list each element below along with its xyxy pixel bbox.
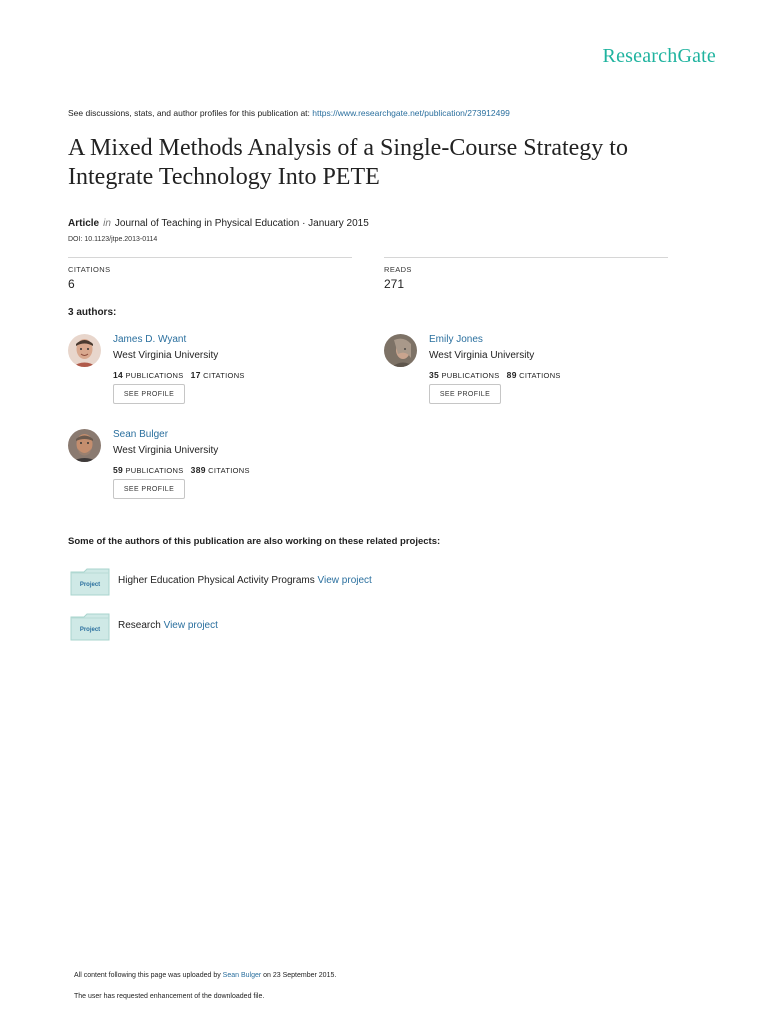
author-counts — [429, 370, 561, 380]
avatar[interactable] — [68, 334, 101, 367]
citation-count: 89 — [506, 370, 517, 380]
project-item — [70, 613, 570, 641]
discussion-line — [68, 108, 510, 118]
author-card — [68, 429, 328, 509]
upload-note-suffix: on 23 September 2015. — [261, 972, 337, 979]
project-folder-icon — [70, 568, 110, 596]
publication-link[interactable]: https://www.researchgate.net/publication/273912499 — [312, 108, 510, 118]
publication-count: 35 — [429, 370, 440, 380]
project-folder-icon — [70, 613, 110, 641]
see-profile-button[interactable]: SEE PROFILE — [113, 479, 185, 499]
publication-meta — [68, 218, 369, 229]
author-institution: West Virginia University — [113, 350, 219, 361]
author-counts — [113, 370, 245, 380]
see-profile-button[interactable]: SEE PROFILE — [113, 384, 185, 404]
reads-label: READS — [384, 265, 412, 274]
citations-value: 6 — [68, 277, 75, 291]
doi: DOI: 10.1123/jtpe.2013-0114 — [68, 236, 158, 243]
reads-value: 271 — [384, 277, 405, 291]
author-card — [68, 334, 328, 414]
journal-info: Journal of Teaching in Physical Education · January 2015 — [114, 218, 369, 229]
divider-citations — [68, 257, 352, 258]
publication-count: 59 — [113, 465, 124, 475]
citation-count: 17 — [190, 370, 201, 380]
publication-label: PUBLICATIONS — [441, 371, 500, 380]
citation-count: 389 — [190, 465, 206, 475]
authors-heading: 3 authors: — [68, 307, 117, 318]
divider-reads — [384, 257, 668, 258]
avatar[interactable] — [384, 334, 417, 367]
avatar[interactable] — [68, 429, 101, 462]
upload-note — [74, 972, 336, 979]
publication-label: PUBLICATIONS — [125, 466, 184, 475]
researchgate-logo[interactable]: ResearchGate — [602, 45, 716, 67]
related-projects-heading: Some of the authors of this publication are also working on these related projects: — [68, 536, 441, 547]
citation-label: CITATIONS — [519, 371, 561, 380]
author-institution: West Virginia University — [113, 445, 219, 456]
enhancement-note: The user has requested enhancement of the downloaded file. — [74, 993, 265, 1000]
project-name: Higher Education Physical Activity Programs — [118, 575, 315, 586]
author-card — [384, 334, 644, 414]
discussion-text: See discussions, stats, and author profiles for this publication at: — [68, 108, 313, 118]
project-text — [118, 620, 218, 631]
author-name[interactable]: Sean Bulger — [113, 429, 169, 440]
project-item — [70, 568, 570, 596]
see-profile-button[interactable]: SEE PROFILE — [429, 384, 501, 404]
author-name[interactable]: James D. Wyant — [113, 334, 187, 345]
publication-count: 14 — [113, 370, 124, 380]
view-project-link[interactable]: View project — [317, 575, 372, 586]
publication-title: A Mixed Methods Analysis of a Single-Course Strategy to Integrate Technology Into PETE — [68, 135, 628, 190]
meta-in: in — [103, 218, 111, 229]
project-name: Research — [118, 620, 161, 631]
uploader-link[interactable]: Sean Bulger — [222, 972, 262, 979]
project-icon-label: Project — [79, 627, 101, 633]
citations-label: CITATIONS — [68, 265, 111, 274]
project-icon-label: Project — [79, 582, 101, 588]
citation-label: CITATIONS — [208, 466, 250, 475]
project-text — [118, 575, 372, 586]
view-project-link[interactable]: View project — [163, 620, 218, 631]
citation-label: CITATIONS — [203, 371, 245, 380]
author-counts — [113, 465, 250, 475]
publication-type: Article — [68, 218, 100, 229]
author-name[interactable]: Emily Jones — [429, 334, 483, 345]
author-institution: West Virginia University — [429, 350, 535, 361]
publication-label: PUBLICATIONS — [125, 371, 184, 380]
upload-note-prefix: All content following this page was uploaded by — [74, 972, 223, 979]
